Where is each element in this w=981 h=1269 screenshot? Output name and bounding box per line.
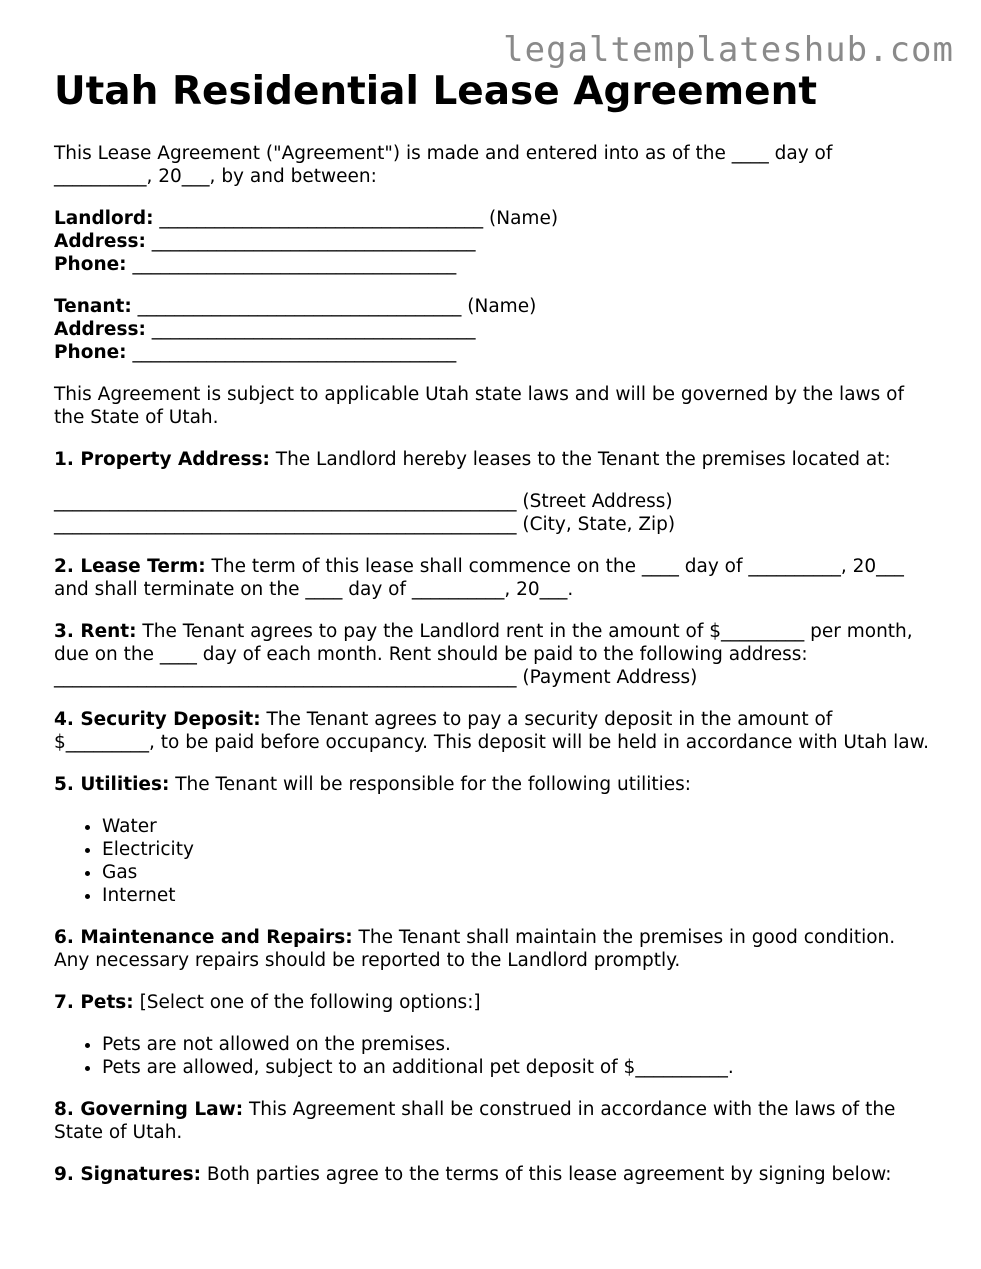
pets-options-list [54,1033,934,1079]
watermark: legaltemplateshub.com [503,30,954,70]
section-lease-term [54,555,934,601]
tenant-address-blank: ___________________________________ [145,319,476,340]
tenant-address-line [54,318,934,341]
section-maintenance [54,926,934,972]
section-pets [54,991,934,1014]
tenant-name-line [54,295,934,318]
landlord-block [54,207,934,276]
section-heading: 1. Property Address: [54,449,270,470]
section-governing-law [54,1098,934,1144]
section-text: [Select one of the following options:] [133,992,481,1013]
section-signatures [54,1163,934,1186]
section-heading: 3. Rent: [54,621,137,642]
landlord-phone-blank: ___________________________________ [126,254,457,275]
section-heading: 5. Utilities: [54,774,170,795]
list-item: • Pets are not allowed on the premises. [102,1033,934,1056]
document-body [54,142,934,1205]
list-item: • Water [102,815,934,838]
section-heading: 4. Security Deposit: [54,709,261,730]
property-address-lines [54,490,934,536]
section-text: The Tenant agrees to pay a security deposit in the amount of $_________, to be paid before occupancy. This deposit will be held in accordance with Utah law. [54,709,929,753]
tenant-phone-label: Phone: [54,342,127,363]
landlord-name-line [54,207,934,230]
section-utilities [54,773,934,796]
section-security-deposit [54,708,934,754]
intro-paragraph [54,142,934,188]
section-rent [54,620,934,689]
section-text: The Tenant will be responsible for the following utilities: [169,774,692,795]
list-item: • Gas [102,861,934,884]
page-title: Utah Residential Lease Agreement [54,69,818,114]
section-text: Both parties agree to the terms of this lease agreement by signing below: [201,1164,892,1185]
landlord-name-label: Landlord: [54,208,154,229]
list-item: • Internet [102,884,934,907]
governing-intro: This Agreement is subject to applicable Utah state laws and will be governed by the laws of the State of Utah. [54,384,905,428]
landlord-phone-label: Phone: [54,254,127,275]
section-text: This Agreement shall be construed in accordance with the laws of the State of Utah. [54,1099,896,1143]
tenant-name-label: Tenant: [54,296,132,317]
section-heading: 7. Pets: [54,992,134,1013]
section-heading: 9. Signatures: [54,1164,201,1185]
section-text: The Landlord hereby leases to the Tenant the premises located at: [269,449,891,470]
section-text: The term of this lease shall commence on the ____ day of __________, 20___ and shall terminate on the ____ day of __________, 20___. [54,556,904,600]
section-text: The Tenant agrees to pay the Landlord rent in the amount of $_________ per month, due on the ____ day of each month. Rent should be paid to the following address: __________________________________________________ (Payment Address) [54,621,913,688]
intro-line-2: __________, 20___, by and between: [54,166,377,187]
street-address-line: __________________________________________________ (Street Address) [54,491,673,512]
section-heading: 8. Governing Law: [54,1099,244,1120]
list-item: • Electricity [102,838,934,861]
landlord-address-label: Address: [54,231,146,252]
tenant-address-label: Address: [54,319,146,340]
city-state-zip-line: __________________________________________________ (City, State, Zip) [54,514,676,535]
landlord-phone-line [54,253,934,276]
section-text: The Tenant shall maintain the premises in good condition. Any necessary repairs should be reported to the Landlord promptly. [54,927,896,971]
intro-line-1: This Lease Agreement ("Agreement") is made and entered into as of the ____ day of [54,143,833,164]
list-item: • Pets are allowed, subject to an additional pet deposit of $__________. [102,1056,934,1079]
tenant-name-blank: ___________________________________ (Name) [131,296,537,317]
landlord-address-line [54,230,934,253]
tenant-phone-line [54,341,934,364]
section-heading: 6. Maintenance and Repairs: [54,927,353,948]
tenant-phone-blank: ___________________________________ [126,342,457,363]
landlord-name-blank: ___________________________________ (Name) [153,208,559,229]
tenant-block [54,295,934,364]
section-heading: 2. Lease Term: [54,556,206,577]
landlord-address-blank: ___________________________________ [145,231,476,252]
section-property-address [54,448,934,471]
utilities-list [54,815,934,907]
